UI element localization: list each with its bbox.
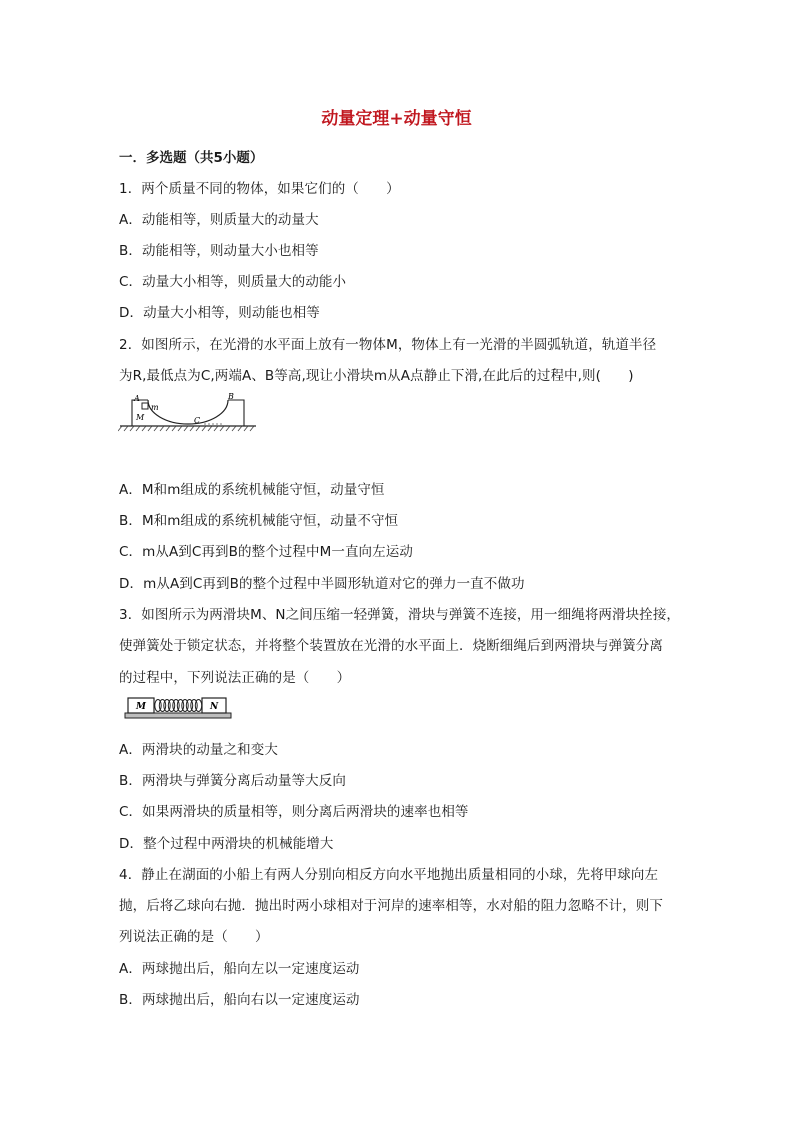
q2-option-b: B．M和m组成的系统机械能守恒，动量不守恒 — [119, 513, 399, 529]
q2-figure-semicircle-track — [118, 392, 260, 434]
q2-option-d: D．m从A到C再到B的整个过程中半圆形轨道对它的弹力一直不做功 — [119, 576, 525, 592]
q2-option-a: A．M和m组成的系统机械能守恒，动量守恒 — [119, 482, 385, 498]
q4-stem-line2: 抛，后将乙球向右抛．抛出时两小球相对于河岸的速率相等，水对船的阻力忽略不计，则下 — [119, 898, 663, 914]
q2-label-big-m: M — [136, 413, 145, 422]
q3-figure-spring-blocks — [124, 694, 234, 720]
q2-label-a: A — [134, 394, 140, 403]
q3-stem-line3: 的过程中，下列说法正确的是（ ） — [119, 670, 351, 686]
q2-option-c: C．m从A到C再到B的整个过程中M一直向左运动 — [119, 544, 413, 560]
q4-option-a: A．两球抛出后，船向左以一定速度运动 — [119, 961, 360, 977]
section-heading: 一．多选题（共5小题） — [119, 150, 264, 166]
q3-option-d: D．整个过程中两滑块的机械能增大 — [119, 836, 334, 852]
q1-option-d: D．动量大小相等，则动能也相等 — [119, 305, 320, 321]
q3-label-n: N — [210, 702, 219, 712]
q3-stem-line1: 3．如图所示为两滑块M、N之间压缩一轻弹簧，滑块与弹簧不连接，用一细绳将两滑块拴接， — [119, 607, 681, 623]
q2-label-c: C — [194, 416, 201, 425]
q2-label-b: B — [228, 392, 234, 401]
q1-option-b: B．动能相等，则动量大小也相等 — [119, 243, 319, 259]
q2-stem-line1: 2．如图所示，在光滑的水平面上放有一物体M，物体上有一光滑的半圆弧轨道，轨道半径 — [119, 337, 657, 353]
page-title: 动量定理+动量守恒 — [321, 109, 472, 129]
q3-stem-line2: 使弹簧处于锁定状态，并将整个装置放在光滑的水平面上．烧断细绳后到两滑块与弹簧分离 — [119, 638, 663, 654]
q4-option-b: B．两球抛出后，船向右以一定速度运动 — [119, 992, 360, 1008]
q1-option-c: C．动量大小相等，则质量大的动能小 — [119, 274, 347, 290]
q3-option-b: B．两滑块与弹簧分离后动量等大反向 — [119, 773, 346, 789]
q1-option-a: A．动能相等，则质量大的动量大 — [119, 212, 319, 228]
q2-stem-line2: 为R,最低点为C,两端A、B等高,现让小滑块m从A点静止下滑,在此后的过程中,则( ) — [119, 368, 634, 384]
q3-option-c: C．如果两滑块的质量相等，则分离后两滑块的速率也相等 — [119, 804, 469, 820]
q1-stem: 1．两个质量不同的物体，如果它们的（ ） — [119, 181, 400, 197]
q4-stem-line3: 列说法正确的是（ ） — [119, 929, 269, 945]
q3-label-m: M — [136, 702, 146, 712]
q3-option-a: A．两滑块的动量之和变大 — [119, 742, 278, 758]
q4-stem-line1: 4．静止在湖面的小船上有两人分别向相反方向水平地抛出质量相同的小球，先将甲球向左 — [119, 867, 659, 883]
q2-label-m: m — [151, 403, 159, 412]
